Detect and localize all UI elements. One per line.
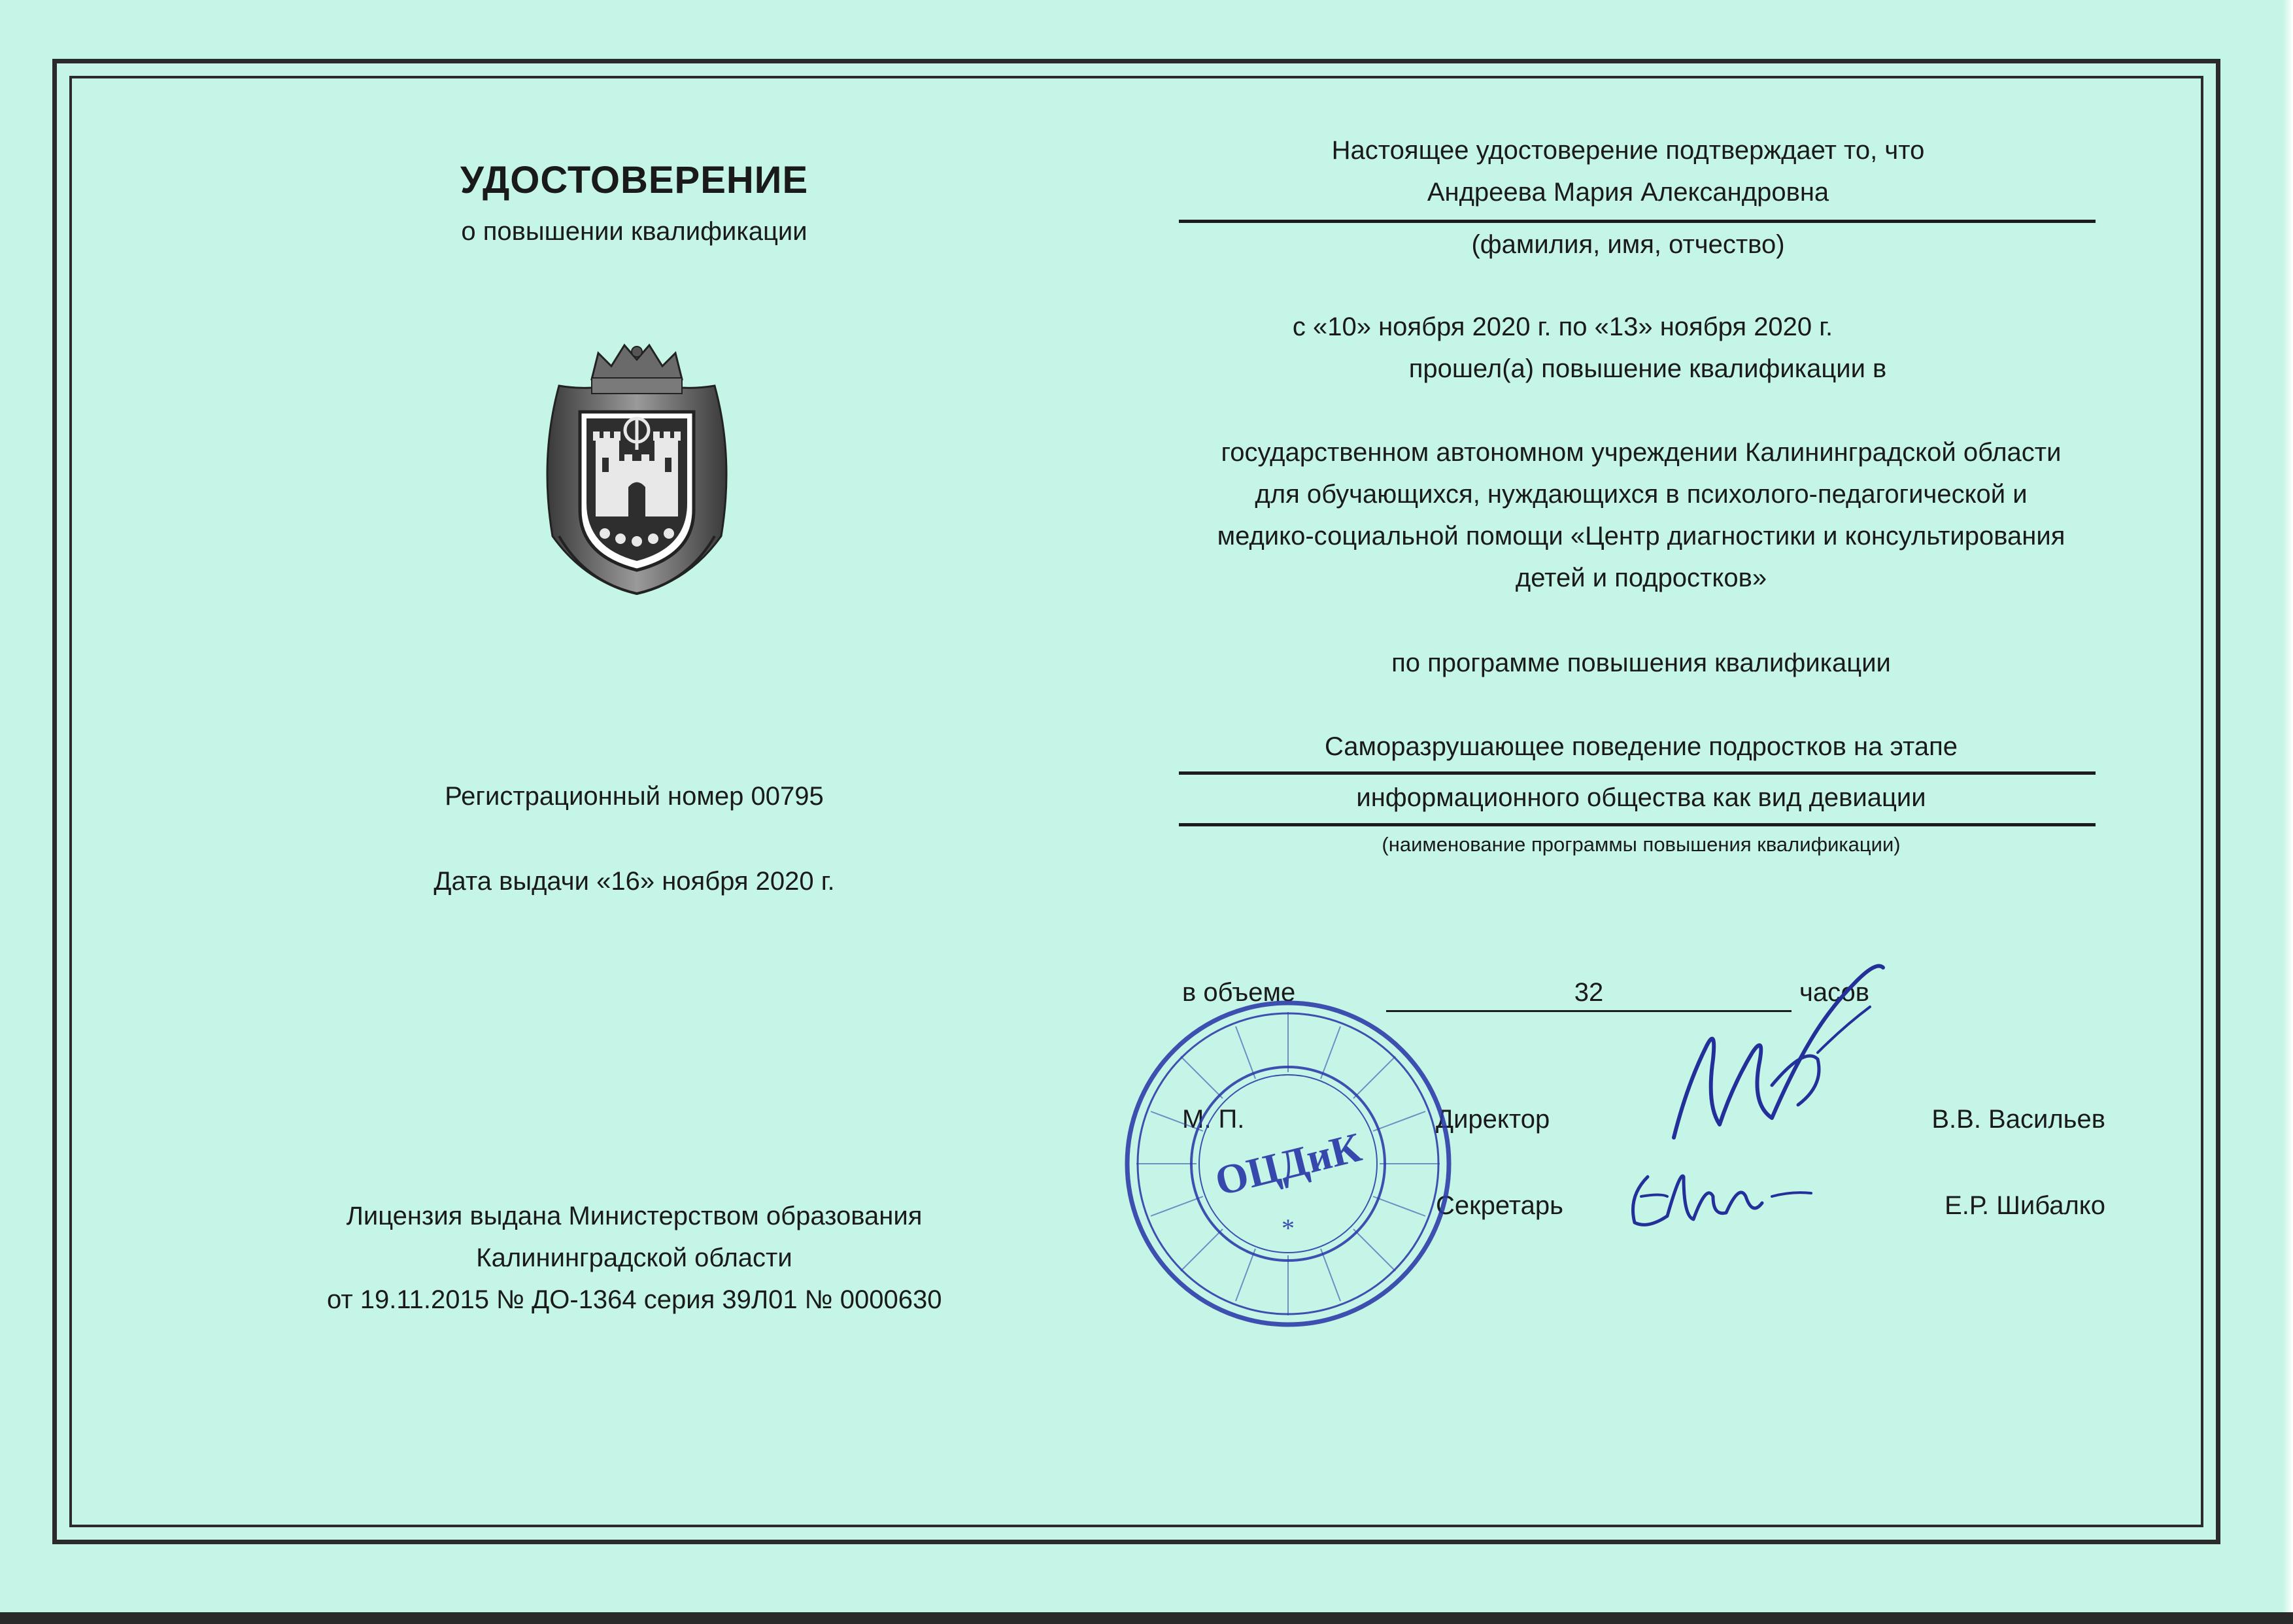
confirmation-text: Настоящее удостоверение подтверждает то, что bbox=[1331, 136, 1925, 165]
director-name: В.В. Васильев bbox=[1931, 1105, 2105, 1134]
name-caption: (фамилия, имя, отчество) bbox=[1471, 230, 1785, 259]
program-line-2: информационного общества как вид девиации bbox=[1356, 783, 1926, 812]
program-line-1: Саморазрушающее поведение подростков на этапе bbox=[1324, 732, 1958, 761]
stamp-center-text: ОЦДиК bbox=[1210, 1123, 1366, 1205]
scanner-edge bbox=[0, 1612, 2293, 1624]
program-underline-2 bbox=[1179, 823, 2096, 826]
hours-label: часов bbox=[1799, 978, 1870, 1007]
volume-label: в объеме bbox=[1182, 978, 1296, 1007]
volume-hours: 32 bbox=[1574, 978, 1604, 1007]
license-line-3: от 19.11.2015 № ДО-1364 серия 39Л01 № 0000630 bbox=[327, 1285, 942, 1314]
secretary-title: Секретарь bbox=[1436, 1191, 1563, 1220]
paper-edge-right bbox=[2283, 0, 2293, 1624]
training-period: с «10» ноября 2020 г. по «13» ноября 2020 г. bbox=[1292, 313, 1833, 341]
secretary-signature bbox=[1622, 1157, 1818, 1242]
institution-line-4: детей и подростков» bbox=[1515, 564, 1767, 592]
director-signature bbox=[1661, 955, 1909, 1151]
name-underline bbox=[1179, 220, 2096, 223]
official-stamp bbox=[1118, 994, 1458, 1334]
certificate-subtitle: о повышении квалификации bbox=[461, 217, 807, 246]
registration-number: Регистрационный номер 00795 bbox=[445, 782, 824, 811]
license-line-1: Лицензия выдана Министерством образования bbox=[346, 1202, 923, 1230]
issue-date: Дата выдачи «16» ноября 2020 г. bbox=[433, 867, 835, 896]
director-title: Директор bbox=[1436, 1105, 1550, 1134]
stamp-place-label: М. П. bbox=[1182, 1105, 1245, 1134]
recipient-name: Андреева Мария Александровна bbox=[1427, 178, 1829, 207]
program-intro: по программе повышения квалификации bbox=[1391, 649, 1891, 677]
license-line-2: Калининградской области bbox=[476, 1243, 792, 1272]
kaliningrad-coat-of-arms-icon bbox=[533, 340, 741, 596]
secretary-name: Е.Р. Шибалко bbox=[1945, 1191, 2105, 1220]
completed-text: прошел(а) повышение квалификации в bbox=[1408, 354, 1887, 383]
institution-line-2: для обучающихся, нуждающихся в психолого-педагогической и bbox=[1255, 480, 2028, 509]
institution-line-1: государственном автономном учреждении Калининградской области bbox=[1221, 438, 2062, 467]
program-underline-1 bbox=[1179, 771, 2096, 775]
svg-text:*: * bbox=[1282, 1213, 1295, 1243]
program-caption: (наименование программы повышения квалификации) bbox=[1382, 833, 1901, 856]
certificate-title: УДОСТОВЕРЕНИЕ bbox=[460, 159, 809, 201]
institution-line-3: медико-социальной помощи «Центр диагностики и консультирования bbox=[1217, 522, 2065, 550]
